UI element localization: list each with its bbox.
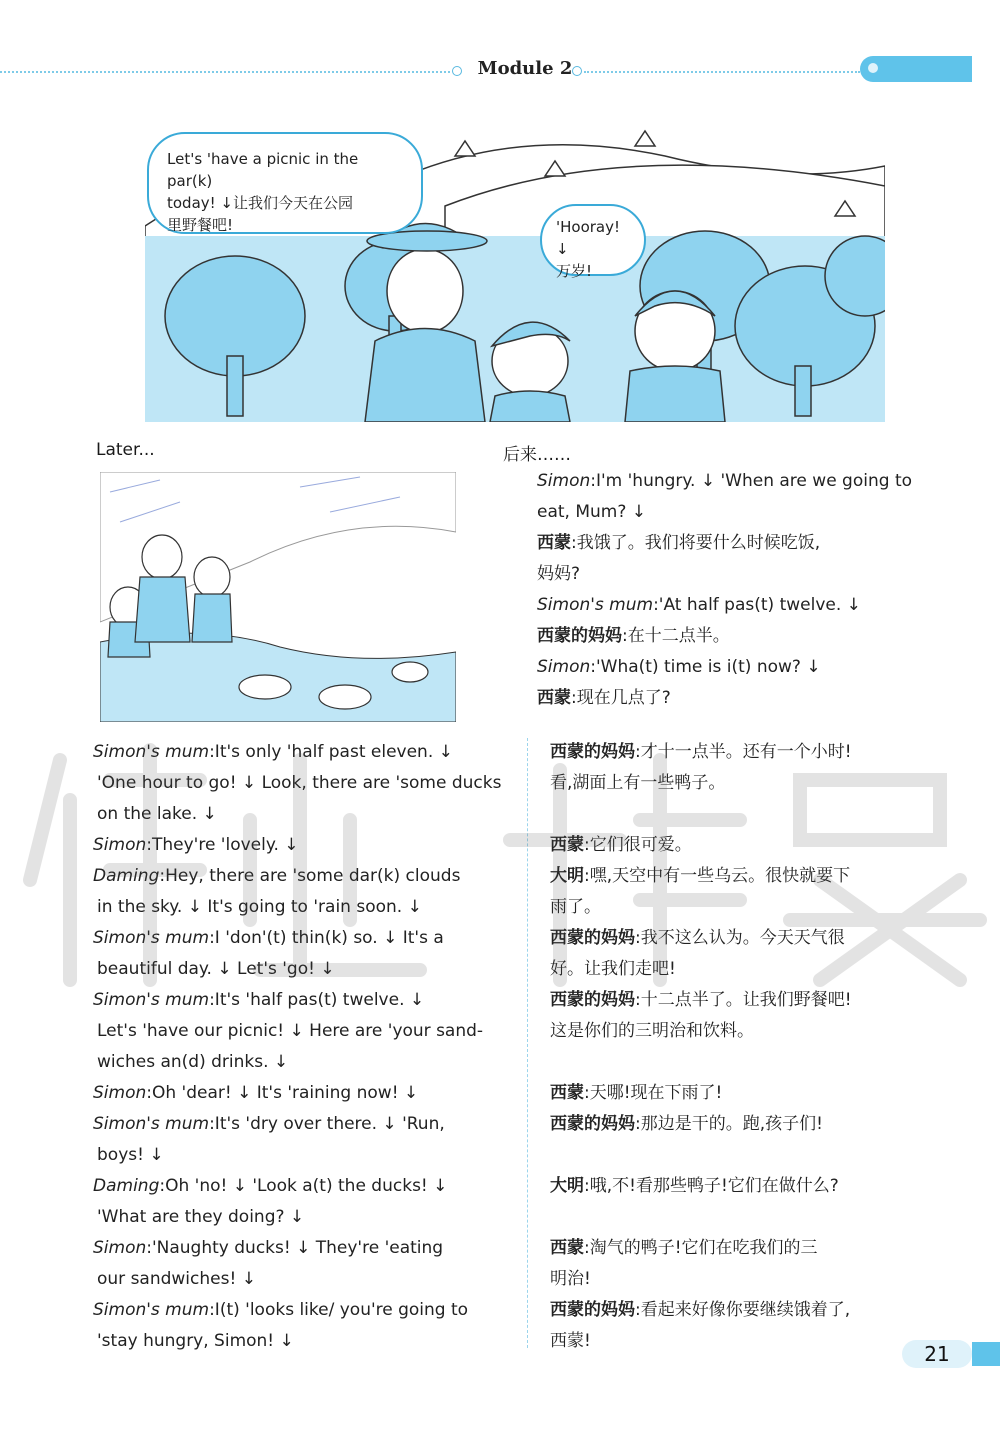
line-text: our sandwiches! ↓	[97, 1269, 256, 1289]
speaker: Daming	[93, 866, 160, 886]
speaker: Simon's mum	[93, 1114, 210, 1134]
line-text: :Oh 'dear! ↓ It's 'raining now! ↓	[146, 1083, 419, 1103]
dialogue-line	[93, 1233, 501, 1264]
line-text: :在十二点半。	[622, 626, 730, 646]
line-text: :我不这么认为。今天天气很	[635, 928, 845, 948]
line-text: 'stay hungry, Simon! ↓	[97, 1331, 294, 1351]
dialogue-line	[93, 1140, 501, 1171]
line-text: 妈妈?	[537, 564, 581, 584]
page-number-tab	[972, 1342, 1000, 1366]
dialogue-line	[93, 1295, 501, 1326]
header-rule-left	[0, 71, 450, 73]
line-text: in the sky. ↓ It's going to 'rain soon. ↓	[97, 897, 422, 917]
speaker: 西蒙	[537, 688, 571, 708]
speaker: 西蒙的妈妈	[537, 626, 622, 646]
dialogue-line	[537, 497, 912, 528]
header-rule-right	[584, 71, 860, 73]
dialogue-line	[550, 1233, 852, 1264]
line-text: :才十一点半。还有一个小时!	[635, 742, 852, 762]
dialogue-line	[550, 1109, 852, 1140]
line-text: :现在几点了?	[571, 688, 671, 708]
dialogue-line	[93, 1202, 501, 1233]
dialogue-line	[93, 1264, 501, 1295]
bubble-mum-line-1: Let's 'have a picnic in the par(k)	[167, 150, 359, 190]
speaker: Simon's mum	[93, 928, 210, 948]
speaker: 西蒙	[550, 835, 584, 855]
later-heading-zh: 后来……	[503, 445, 571, 465]
line-text: 好。让我们走吧!	[550, 959, 676, 979]
line-text: :看起来好像你要继续饿着了,	[635, 1300, 851, 1320]
dialogue-line	[93, 1109, 501, 1140]
lake-scene-illustration	[100, 472, 456, 722]
line-text: on the lake. ↓	[97, 804, 217, 824]
line-text: :'Wha(t) time is i(t) now? ↓	[590, 657, 821, 677]
line-text: :我饿了。我们将要什么时候吃饭,	[571, 533, 821, 553]
line-text: boys! ↓	[97, 1145, 164, 1165]
dialogue-line	[550, 1264, 852, 1295]
speaker: 西蒙	[550, 1083, 584, 1103]
line-text: :'At half pas(t) twelve. ↓	[653, 595, 861, 615]
line-text: :那边是干的。跑,孩子们!	[635, 1114, 823, 1134]
later-heading-en: Later...	[96, 440, 155, 460]
speaker: Simon's mum	[93, 990, 210, 1010]
line-text: 雨了。	[550, 897, 601, 917]
speaker: 西蒙的妈妈	[550, 742, 635, 762]
line-text: :I'm 'hungry. ↓ 'When are we going to	[590, 471, 913, 491]
speech-bubble-mum	[147, 132, 423, 234]
speaker: 西蒙的妈妈	[550, 1114, 635, 1134]
page-header	[0, 56, 1000, 86]
speech-bubble-kids	[540, 204, 646, 280]
dialogue-line	[537, 683, 912, 714]
dialogue-line	[537, 590, 912, 621]
dialogue-line	[537, 528, 912, 559]
header-dot-left	[452, 66, 462, 76]
line-text: :嘿,天空中有一些乌云。很快就要下	[584, 866, 851, 886]
module-title: Module 2	[477, 58, 573, 79]
page-number: 21	[902, 1340, 972, 1368]
line-text: :They're 'lovely. ↓	[146, 835, 299, 855]
dialogue-line	[537, 559, 912, 590]
line-text: 这是你们的三明治和饮料。	[550, 1021, 754, 1041]
line-text: :Oh 'no! ↓ 'Look a(t) the ducks! ↓	[159, 1176, 448, 1196]
line-text: :'Naughty ducks! ↓ They're 'eating	[146, 1238, 444, 1258]
line-text: :哦,不!看那些鸭子!它们在做什么?	[584, 1176, 839, 1196]
dialogue-line	[93, 1078, 501, 1109]
watermark-graphic	[0, 720, 1000, 1020]
dialogue-line	[550, 1202, 852, 1233]
bubble-mum-line-3: 里野餐吧!	[167, 216, 234, 234]
speaker: 大明	[550, 866, 584, 886]
dialogue-line	[93, 1016, 501, 1047]
speaker: Simon	[537, 471, 591, 491]
line-text: 'One hour to go! ↓ Look, there are 'some ducks	[97, 773, 502, 793]
speaker: 西蒙的妈妈	[550, 928, 635, 948]
dialogue-line	[93, 1171, 501, 1202]
line-text: eat, Mum? ↓	[537, 502, 647, 522]
bubble-kids-line-2: 万岁!	[556, 262, 593, 280]
speaker: Daming	[93, 1176, 160, 1196]
line-text: :十二点半了。让我们野餐吧!	[635, 990, 852, 1010]
line-text: :It's 'dry over there. ↓ 'Run,	[209, 1114, 445, 1134]
line-text: :It's only 'half past eleven. ↓	[209, 742, 453, 762]
line-text: :天哪!现在下雨了!	[584, 1083, 723, 1103]
speaker: Simon's mum	[93, 742, 210, 762]
dialogue-line	[550, 1140, 852, 1171]
line-text: wiches an(d) drinks. ↓	[97, 1052, 289, 1072]
line-text: :I 'don'(t) thin(k) so. ↓ It's a	[209, 928, 444, 948]
line-text: Let's 'have our picnic! ↓ Here are 'your sand-	[97, 1021, 484, 1041]
line-text: :它们很可爱。	[584, 835, 692, 855]
speaker: Simon	[93, 1238, 147, 1258]
dialogue-line	[537, 652, 912, 683]
line-text: 西蒙!	[550, 1331, 591, 1351]
speaker: 西蒙的妈妈	[550, 990, 635, 1010]
dialogue-line	[93, 1047, 501, 1078]
line-text: :淘气的鸭子!它们在吃我们的三	[584, 1238, 818, 1258]
bubble-kids-line-1: 'Hooray! ↓	[556, 218, 621, 258]
dialogue-line	[537, 466, 912, 497]
dialogue-line	[550, 1047, 852, 1078]
speaker: Simon	[93, 835, 147, 855]
line-text: 'What are they doing? ↓	[97, 1207, 305, 1227]
speaker: Simon's mum	[93, 1300, 210, 1320]
speaker: Simon	[537, 657, 591, 677]
speaker: 西蒙的妈妈	[550, 1300, 635, 1320]
dialogue-line	[550, 1016, 852, 1047]
speaker: 西蒙	[537, 533, 571, 553]
line-text: :I(t) 'looks like/ you're going to	[209, 1300, 469, 1320]
speaker: 大明	[550, 1176, 584, 1196]
header-dot-right	[572, 66, 582, 76]
dialogue-line	[550, 1295, 852, 1326]
header-tab	[860, 56, 972, 82]
line-text: :It's 'half pas(t) twelve. ↓	[209, 990, 425, 1010]
bubble-mum-line-2: today! ↓让我们今天在公园	[167, 194, 353, 212]
line-text: 看,湖面上有一些鸭子。	[550, 773, 726, 793]
dialogue-line	[550, 1171, 852, 1202]
speaker: Simon	[93, 1083, 147, 1103]
right-top-dialogue	[537, 466, 912, 714]
line-text: 明治!	[550, 1269, 591, 1289]
dialogue-line	[537, 621, 912, 652]
line-text: :Hey, there are 'some dar(k) clouds	[159, 866, 461, 886]
dialogue-line	[550, 1078, 852, 1109]
line-text: beautiful day. ↓ Let's 'go! ↓	[97, 959, 335, 979]
dialogue-line	[550, 1326, 852, 1357]
dialogue-line	[93, 1326, 501, 1357]
speaker: 西蒙	[550, 1238, 584, 1258]
speaker: Simon's mum	[537, 595, 654, 615]
